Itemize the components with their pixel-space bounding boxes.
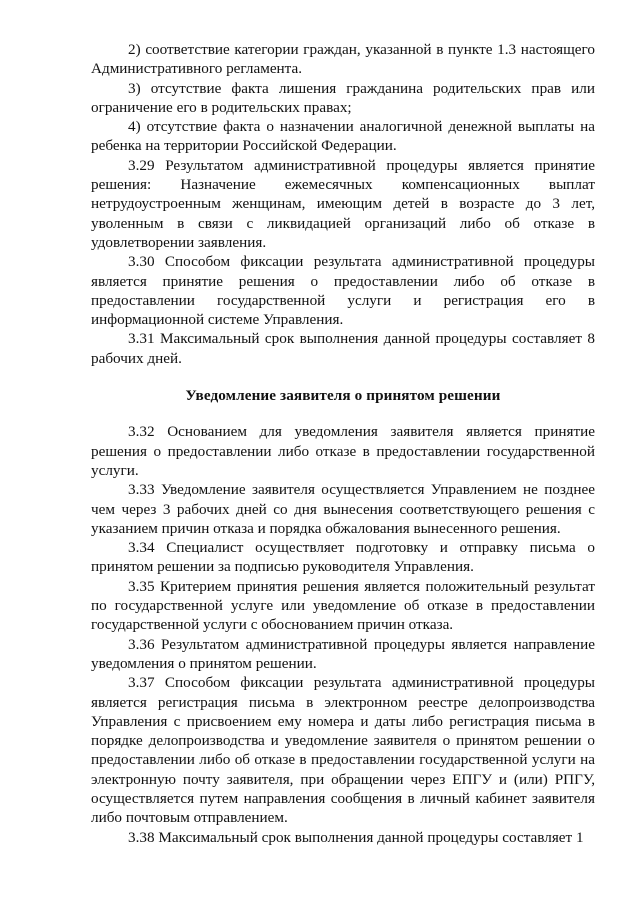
paragraph-3-38: 3.38 Максимальный срок выполнения данной процедуры составляет 1 bbox=[128, 828, 584, 846]
paragraph-3-31: 3.31 Максимальный срок выполнения данной процедуры составляет 8 рабочих дней. bbox=[91, 330, 595, 367]
paragraph-criterion-3: 3) отсутствие факта лишения гражданина родительских прав или ограничение его в родительских правах; bbox=[91, 79, 595, 116]
paragraph-3-35: 3.35 Критерием принятия решения является положительный результат по государственной услуге или уведомление об отказе в предоставлении государственной услуги с обоснованием причин отказа. bbox=[91, 577, 595, 634]
section-heading: Уведомление заявителя о принятом решении bbox=[185, 387, 501, 405]
paragraph-3-34: 3.34 Специалист осуществляет подготовку и отправку письма о принятом решении за подписью руководителя Управления. bbox=[91, 539, 595, 576]
paragraph-3-36: 3.36 Результатом административной процедуры является направление уведомления о принятом решении. bbox=[91, 635, 595, 672]
document-body bbox=[91, 40, 595, 847]
paragraph-3-37: 3.37 Способом фиксации результата административной процедуры является регистрация письма в электронном реестре делопроизводства Управления с присвоением ему номера и даты либо регистрация письма в порядке делопроизводства и уведомление заявителя о принятом решении о предоставлении либо об отказе в предоставлении государственной услуги на электронную почту заявителя, при обращении через ЕПГУ и (или) РПГУ, осуществляется путем направления сообщения в личный кабинет заявителя либо почтовым отправлением. bbox=[91, 674, 595, 827]
paragraph-3-32: 3.32 Основанием для уведомления заявителя является принятие решения о предоставлении либо отказе в предоставлении государственной услуги. bbox=[91, 423, 595, 479]
paragraph-criterion-2: 2) соответствие категории граждан, указанной в пункте 1.3 настоящего Административного регламента. bbox=[91, 41, 595, 78]
paragraph-3-29: 3.29 Результатом административной процедуры является принятие решения: Назначение ежемесячных компенсационных выплат нетрудоустроенным женщинам, имеющим детей в возрасте до 3 лет, уволенным в связи с ликвидацией организаций либо об отказе в удовлетворении заявления. bbox=[91, 156, 595, 251]
paragraph-3-30: 3.30 Способом фиксации результата административной процедуры является принятие решения о предоставлении либо об отказе в предоставлении государственной услуги и регистрация его в информационной системе Управления. bbox=[91, 253, 595, 329]
paragraph-3-33: 3.33 Уведомление заявителя осуществляется Управлением не позднее чем через 3 рабочих дней со дня вынесения соответствующего решения с указанием причин отказа и порядка обжалования вынесенного решения. bbox=[91, 481, 595, 537]
paragraph-criterion-4: 4) отсутствие факта о назначении аналогичной денежной выплаты на ребенка на территории Российской Федерации. bbox=[91, 118, 595, 155]
